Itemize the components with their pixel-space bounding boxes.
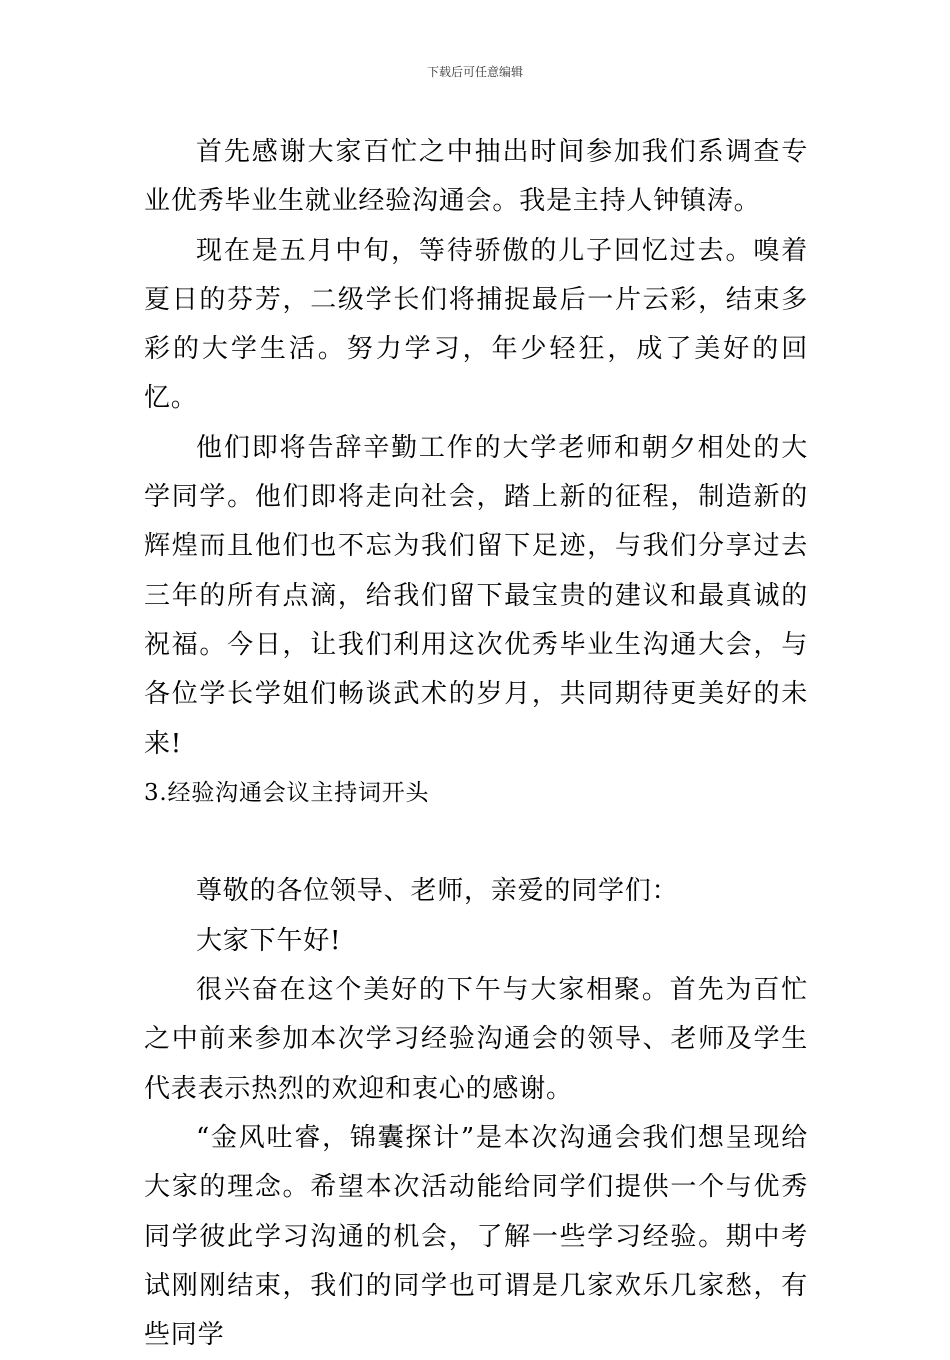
section-heading: 3.经验沟通会议主持词开头 [144, 779, 430, 806]
paragraph-may: 现在是五月中旬，等待骄傲的儿子回忆过去。嗅着夏日的芬芳，二级学长们将捕捉最后一片云彩，结束多彩的大学生活。努力学习，年少轻狂，成了美好的回忆。 [144, 235, 808, 414]
greeting-line: 尊敬的各位领导、老师，亲爱的同学们： [196, 876, 679, 907]
document-body [144, 128, 808, 1360]
salutation-line: 大家下午好! [196, 925, 342, 956]
blank-line [144, 818, 808, 867]
paragraph-welcome: 很兴奋在这个美好的下午与大家相聚。首先为百忙之中前来参加本次学习经验沟通会的领导、老师及学生代表表示热烈的欢迎和衷心的感谢。 [144, 975, 808, 1104]
paragraph-opening: 首先感谢大家百忙之中抽出时间参加我们系调查专业优秀毕业生就业经验沟通会。我是主持人钟镇涛。 [144, 137, 808, 217]
paragraph-farewell: 他们即将告辞辛勤工作的大学老师和朝夕相处的大学同学。他们即将走向社会，踏上新的征程，制造新的辉煌而且他们也不忘为我们留下足迹，与我们分享过去三年的所有点滴，给我们留下最宝贵的建议和最真诚的祝福。今日，让我们利用这次优秀毕业生沟通大会，与各位学长学姐们畅谈武术的岁月，共同期待更美好的未来! [144, 432, 808, 759]
paragraph-theme: “金风吐睿，锦囊探计”是本次沟通会我们想呈现给大家的理念。希望本次活动能给同学们提供一个与优秀同学彼此学习沟通的机会，了解一些学习经验。期中考试刚刚结束，我们的同学也可谓是几家欢乐几家愁，有些同学 [144, 1122, 808, 1351]
page-header: 下载后可任意编辑 [426, 65, 523, 79]
